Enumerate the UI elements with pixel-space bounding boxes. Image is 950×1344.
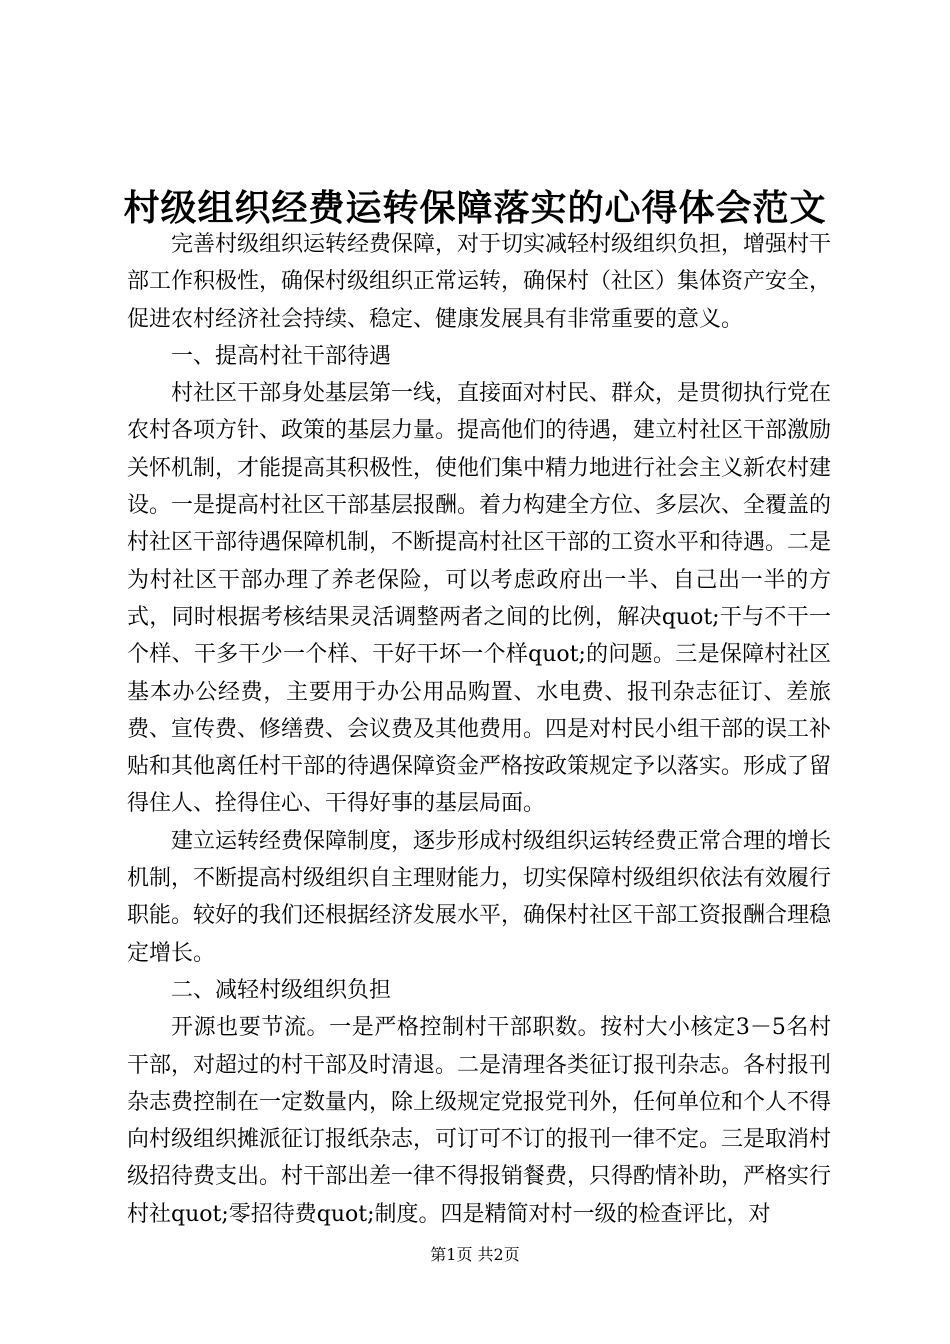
document-title: 村级组织经费运转保障落实的心得体会范文 bbox=[123, 187, 827, 229]
paragraph-intro: 完善村级组织运转经费保障，对于切实减轻村级组织负担，增强村干部工作积极性，确保村级组织正常运转，确保村（社区）集体资产安全，促进农村经济社会持续、稳定、健康发展具有非常重要的意义。 bbox=[127, 232, 832, 332]
document-body bbox=[127, 226, 831, 1233]
section-heading-1: 一、提高村社干部待遇 bbox=[171, 343, 392, 369]
paragraph-section-2: 开源也要节流。一是严格控制村干部职数。按村大小核定3－5名村干部，对超过的村干部及时清退。二是清理各类征订报刊杂志。各村报刊杂志费控制在一定数量内，除上级规定党报党刊外，任何单位和个人不得向村级组织摊派征订报纸杂志，可订可不订的报刊一律不定。三是取消村级招待费支出。村干部出差一律不得报销餐费，只得酌情补助，严格实行村社quot;零招待费quot;制度。四是精简对村一级的检查评比，对 bbox=[127, 1015, 832, 1227]
section-heading-2: 二、减轻村级组织负担 bbox=[171, 977, 392, 1003]
paragraph-section-1: 村社区干部身处基层第一线，直接面对村民、群众，是贯彻执行党在农村各项方针、政策的基层力量。提高他们的待遇，建立村社区干部激励关怀机制，才能提高其积极性，使他们集中精力地进行社会主义新农村建设。一是提高村社区干部基层报酬。着力构建全方位、多层次、全覆盖的村社区干部待遇保障机制，不断提高村社区干部的工资水平和待遇。二是为村社区干部办理了养老保险，可以考虑政府出一半、自己出一半的方式，同时根据考核结果灵活调整两者之间的比例，解决quot;干与不干一个样、干多干少一个样、干好干坏一个样quot;的问题。三是保障村社区基本办公经费，主要用于办公用品购置、水电费、报刊杂志征订、差旅费、宣传费、修缮费、会议费及其他费用。四是对村民小组干部的误工补贴和其他离任村干部的待遇保障资金严格按政策规定予以落实。形成了留得住人、拴得住心、干得好事的基层局面。 bbox=[127, 381, 832, 817]
paragraph-section-1-cont: 建立运转经费保障制度，逐步形成村级组织运转经费正常合理的增长机制，不断提高村级组织自主理财能力，切实保障村级组织依法有效履行职能。较好的我们还根据经济发展水平，确保村社区干部工资报酬合理稳定增长。 bbox=[127, 828, 832, 966]
page-number-footer: 第1页 共2页 bbox=[430, 1245, 520, 1264]
